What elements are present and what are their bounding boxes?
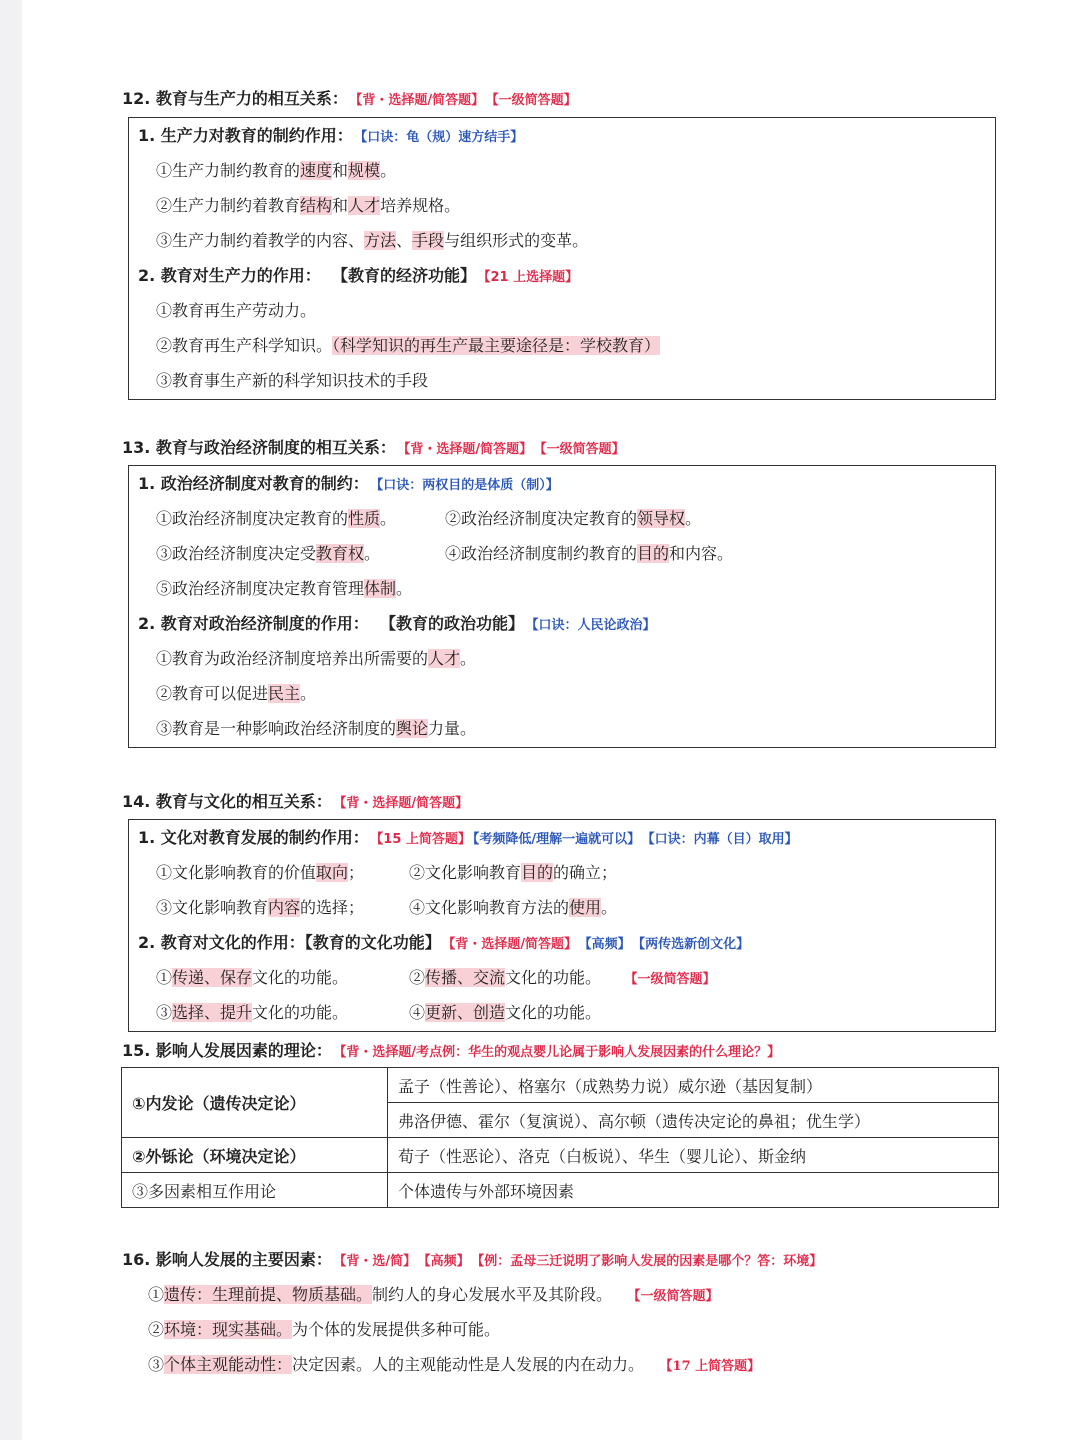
s12-sub2-tag: 【21 上选择题】 [483,270,579,285]
s14-item-3: ③文化影响教育内容的选择； [156,898,365,917]
table-row [122,1173,999,1208]
s16-item-1-tag: 【一级简答题】 [634,1289,719,1304]
s14-item-6-tag: 【一级简答题】 [631,972,716,987]
s14-item-2: ②文化影响教育目的的确立； [409,863,618,882]
section-14-heading [122,790,468,814]
s14-item-8: ④更新、创造文化的功能。 [409,1003,602,1022]
theory-value: 孟子（性善论）、格塞尔（成熟势力说）威尔逊（基因复制） [388,1068,999,1103]
theory-value: 弗洛伊德、霍尔（复演说）、高尔顿（遗传决定论的鼻祖；优生学） [388,1103,999,1138]
s14-sub1: 1. 文化对教育发展的制约作用： 【15 上简答题】 【考频降低/理解一遍就可以】 【口诀：内幕（目）取用】 [138,828,798,847]
s12-sub1-mnemonic: 【口诀：龟（规）速方结手】 [360,130,524,145]
s14-sub2-tag-memorize: 【背・选择题/简答题】 [448,937,578,952]
s14-sub1-tag-exam: 【15 上简答题】 [376,832,471,847]
section-13-tag-level: 【一级简答题】 [540,442,625,457]
section-12-title: 12. 教育与生产力的相互关系： [122,89,348,108]
s14-sub1-mnemonic: 【口诀：内幕（目）取用】 [648,832,798,847]
section-16-tag-frequency: 【高频】 [424,1254,470,1269]
table-row [122,1138,999,1173]
section-12-heading [122,87,577,111]
s14-sub2: 2. 教育对文化的作用：【教育的文化功能】 【背・选择题/简答题】 【高频】 【两传选新创文化】 [138,933,750,952]
s14-sub1-tag-frequency: 【考频降低/理解一遍就可以】 [472,832,641,847]
s13-item-3: ③政治经济制度决定受教育权。 [156,544,381,563]
section-12-tag-level: 【一级简答题】 [492,93,577,108]
s14-item-4: ④文化影响教育方法的使用。 [409,898,618,917]
s16-item-3: ③个体主观能动性：决定因素。人的主观能动性是人发展的内在动力。 【17 上简答题】 [148,1355,761,1374]
theory-value: 荀子（性恶论）、洛克（白板说）、华生（婴儿论）、斯金纳 [388,1138,999,1173]
s12-item-4: ①教育再生产劳动力。 [156,301,317,320]
s14-sub2-mnemonic: 【两传选新创文化】 [638,937,750,952]
s13-sub1: 1. 政治经济制度对教育的制约： 【口诀：两权目的是体质（制）】 [138,474,559,493]
s12-item-3: ③生产力制约着教学的内容、方法、手段与组织形式的变革。 [156,231,589,250]
s14-item-1: ①文化影响教育的价值取向； [156,863,365,882]
section-15-tag: 【背・选择题/考点例：华生的观点婴儿论属于影响人发展因素的什么理论？】 [339,1045,781,1060]
section-15-heading [122,1039,780,1063]
s13-item-6: ①教育为政治经济制度培养出所需要的人才。 [156,649,477,668]
s14-item-7: ③选择、提升文化的功能。 [156,1003,349,1022]
s16-item-1: ①遗传：生理前提、物质基础。制约人的身心发展水平及其阶段。 【一级简答题】 [148,1285,719,1304]
section-14-tag-memorize: 【背・选择题/简答题】 [339,796,469,811]
s14-item-6: ②传播、交流文化的功能。 【一级简答题】 [409,968,716,987]
section-12-tag-memorize: 【背・选择题/简答题】 [355,93,485,108]
s12-item-6: ③教育事生产新的科学知识技术的手段 [156,371,429,390]
section-12-box [128,117,996,400]
section-16-heading [122,1248,822,1272]
section-13-tag-memorize: 【背・选择题/简答题】 [403,442,533,457]
theory-label-interaction: ③多因素相互作用论 [122,1173,388,1208]
theory-label-nativism: ①内发论（遗传决定论） [122,1068,388,1138]
section-16-title: 16. 影响人发展的主要因素： [122,1250,332,1269]
section-16-tag-example: 【例：孟母三迁说明了影响人发展的因素是哪个？答：环境】 [477,1254,823,1269]
s13-sub2: 2. 教育对政治经济制度的作用： 【教育的政治功能】 【口诀：人民论政治】 [138,614,656,633]
s12-item-2: ②生产力制约着教育结构和人才培养规格。 [156,196,461,215]
s12-sub2-function: 【教育的经济功能】 [331,266,476,285]
s13-item-8: ③教育是一种影响政治经济制度的舆论力量。 [156,719,477,738]
section-14-title: 14. 教育与文化的相互关系： [122,792,332,811]
s14-item-5: ①传递、保存文化的功能。 [156,968,349,987]
s14-sub2-tag-frequency: 【高频】 [585,937,631,952]
s12-item-1: ①生产力制约教育的速度和规模。 [156,161,397,180]
section-13-heading [122,436,625,460]
section-16-tag-memorize: 【背・选/简】 [339,1254,417,1269]
theory-label-environmentalism: ②外铄论（环境决定论） [122,1138,388,1173]
theory-value: 个体遗传与外部环境因素 [388,1173,999,1208]
s12-sub2: 2. 教育对生产力的作用： 【教育的经济功能】 【21 上选择题】 [138,266,579,285]
section-15-title: 15. 影响人发展因素的理论： [122,1041,332,1060]
s13-item-1: ①政治经济制度决定教育的性质。 [156,509,397,528]
s13-item-2: ②政治经济制度决定教育的领导权。 [445,509,702,528]
section-14-box [128,819,996,1032]
s13-item-5: ⑤政治经济制度决定教育管理体制。 [156,579,413,598]
s12-sub1: 1. 生产力对教育的制约作用： 【口诀：龟（规）速方结手】 [138,126,524,145]
theory-table [121,1067,999,1208]
section-13-box [128,465,996,748]
s13-item-4: ④政治经济制度制约教育的目的和内容。 [445,544,734,563]
s13-sub1-mnemonic: 【口诀：两权目的是体质（制）】 [376,478,559,493]
s16-item-3-tag: 【17 上简答题】 [666,1359,761,1374]
s13-sub2-function: 【教育的政治功能】 [379,614,524,633]
s14-sub2-function: 【教育的文化功能】 [304,933,441,952]
s13-item-7: ②教育可以促进民主。 [156,684,317,703]
s13-sub2-mnemonic: 【口诀：人民论政治】 [531,618,656,633]
table-row [122,1068,999,1103]
section-13-title: 13. 教育与政治经济制度的相互关系： [122,438,396,457]
s12-item-5: ②教育再生产科学知识。（科学知识的再生产最主要途径是：学校教育） [156,336,661,355]
s16-item-2: ②环境：现实基础。为个体的发展提供多种可能。 [148,1320,501,1339]
